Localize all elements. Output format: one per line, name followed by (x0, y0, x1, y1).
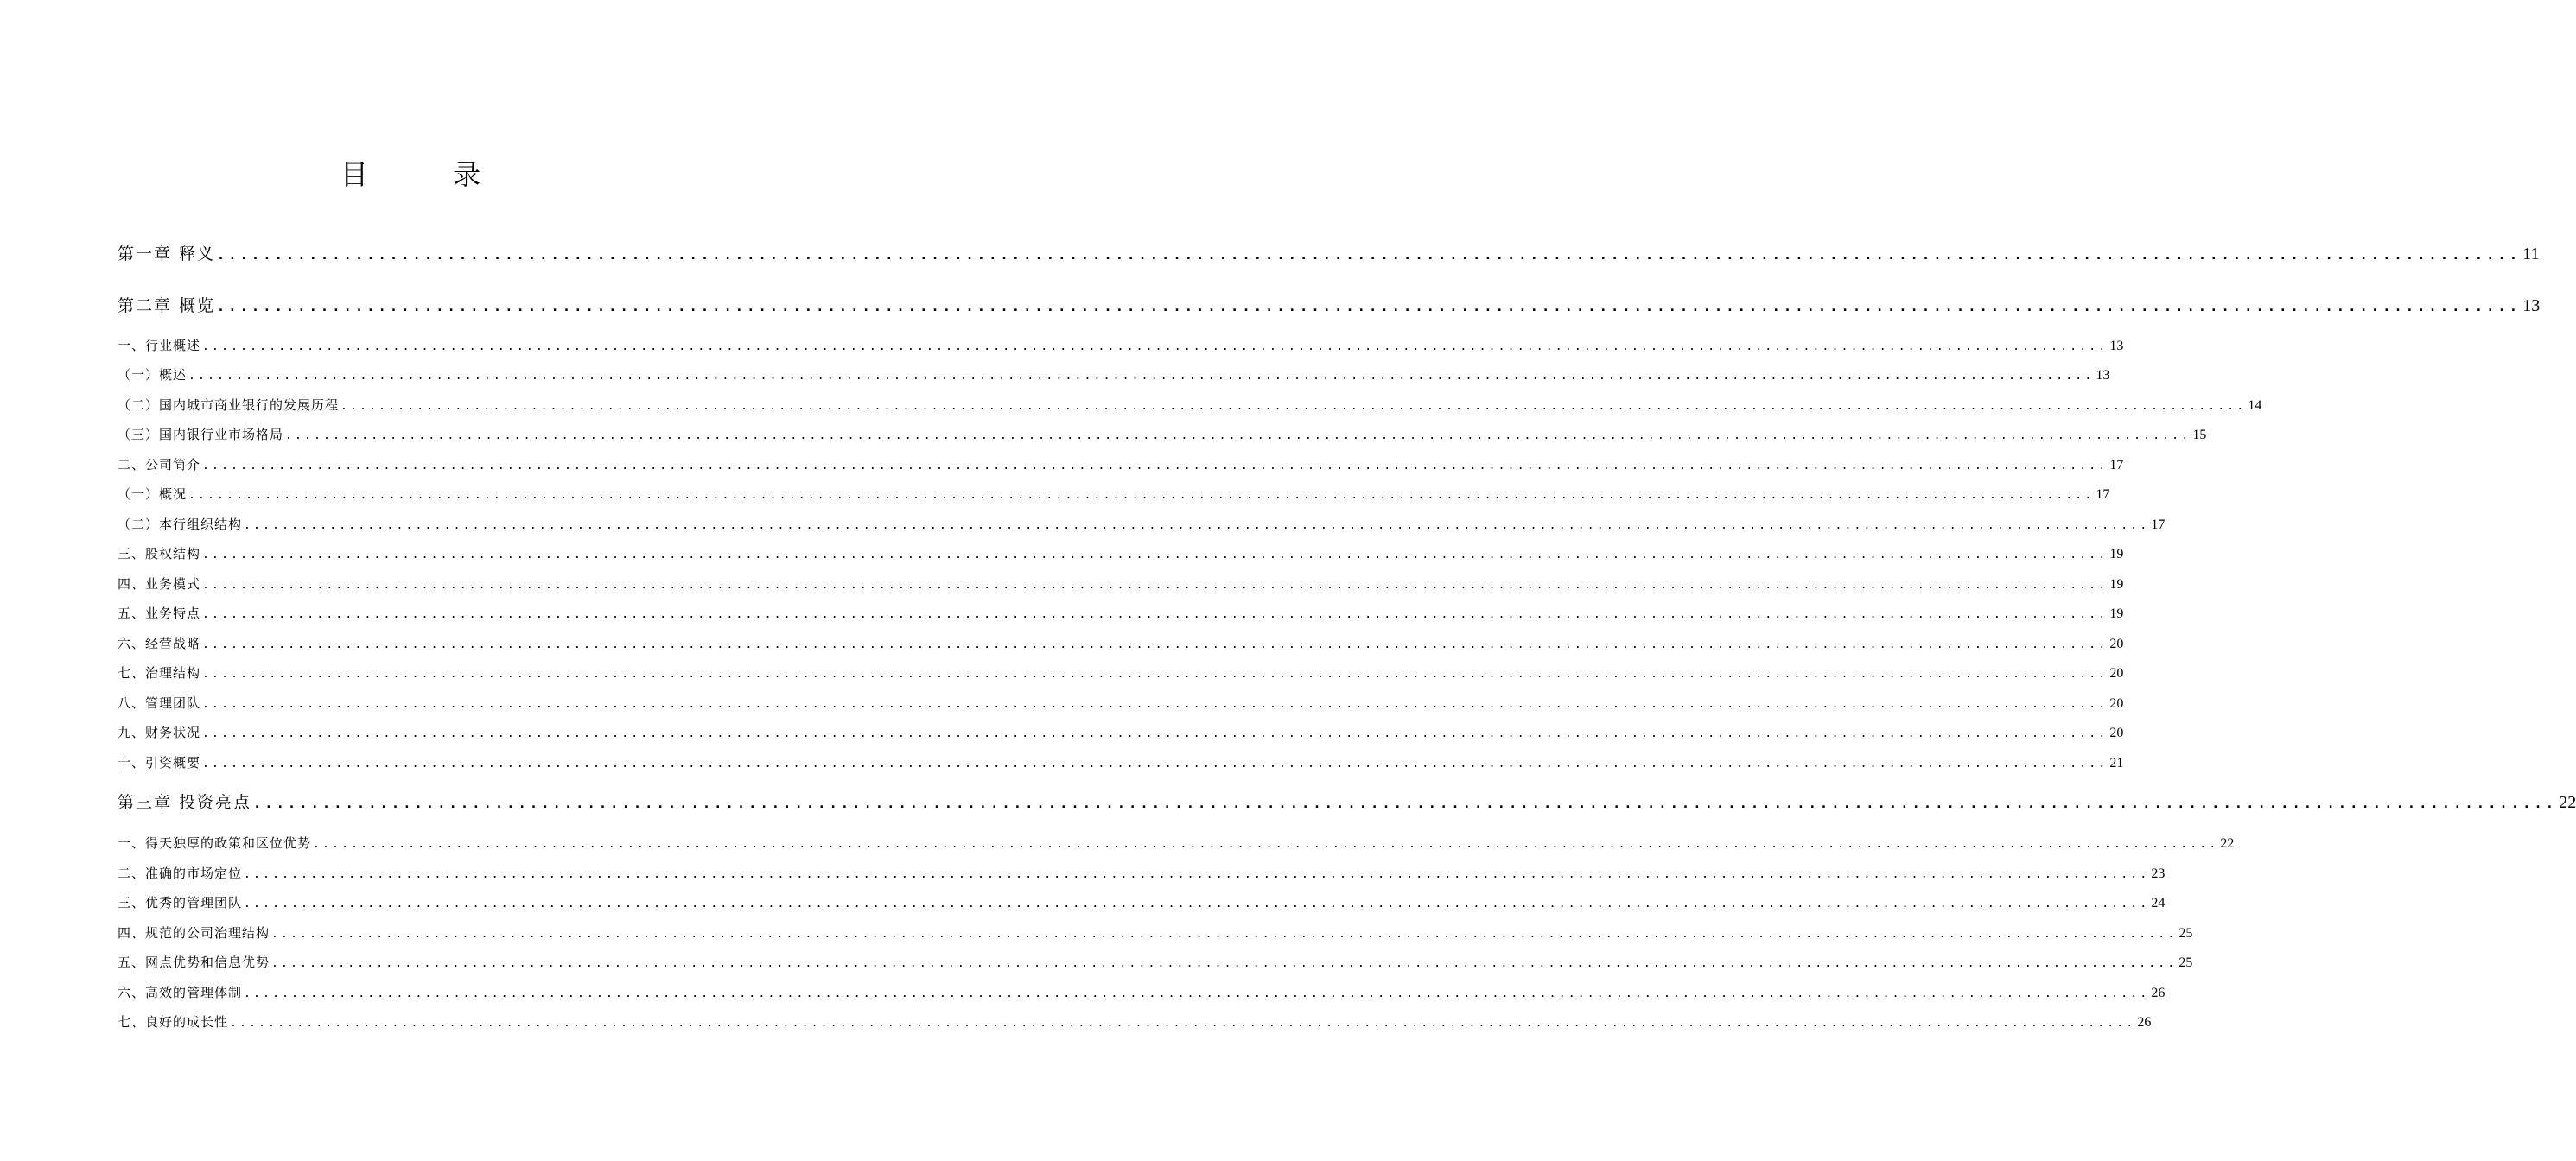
toc-entry-page-number: 15 (2192, 428, 2207, 442)
toc-entry-section[interactable] (118, 893, 2166, 912)
toc-entry-page-number: 26 (2137, 1015, 2152, 1030)
toc-entry-page-number: 20 (2109, 726, 2124, 740)
toc-entry-page-number: 17 (2151, 517, 2166, 532)
toc-dot-leader: ........................................................................................................................................................................................................ (244, 987, 2150, 1000)
toc-entry-page-number: 17 (2096, 487, 2110, 502)
toc-entry-section[interactable] (118, 663, 2124, 682)
toc-entry-label: 一、得天独厚的政策和区位优势 (118, 835, 312, 851)
toc-entry-section[interactable] (118, 753, 2124, 772)
toc-dot-leader: ........................................................................................................................................................................................................ (244, 519, 2150, 532)
toc-entry-label: 第一章 释义 (118, 244, 216, 263)
toc-entry-label: 第三章 投资亮点 (118, 793, 252, 812)
toc-entry-page-number: 13 (2522, 296, 2541, 315)
toc-entry-chapter[interactable] (118, 790, 2576, 815)
table-of-contents (118, 0, 2576, 1161)
toc-dot-leader: ........................................................................................................................................................................................................ (217, 247, 2522, 263)
toc-dot-leader: ........................................................................................................................................................................................................ (202, 460, 2109, 473)
toc-entry-section[interactable] (118, 1012, 2152, 1031)
toc-dot-leader: ........................................................................................................................................................................................................ (202, 549, 2109, 561)
toc-entry-section[interactable] (118, 694, 2124, 713)
toc-dot-leader: ........................................................................................................................................................................................................ (217, 299, 2522, 314)
toc-entry-label: 一、行业概述 (118, 338, 201, 353)
toc-entry-page-number: 19 (2109, 577, 2124, 592)
toc-entry-section[interactable] (118, 983, 2166, 1002)
toc-entry-page-number: 25 (2178, 926, 2193, 941)
page-title: 目 录 (340, 158, 519, 191)
toc-dot-leader: ........................................................................................................................................................................................................ (230, 1017, 2136, 1030)
toc-entry-label: 五、网点优势和信息优势 (118, 955, 270, 970)
toc-entry-page-number: 23 (2151, 866, 2166, 881)
toc-entry-label: 十、引资概要 (118, 755, 201, 771)
toc-dot-leader: ........................................................................................................................................................................................................ (285, 429, 2191, 442)
toc-entry-section[interactable] (118, 634, 2124, 653)
toc-entry-page-number: 17 (2109, 458, 2124, 473)
toc-entry-label: 八、管理团队 (118, 695, 201, 711)
toc-entry-label: 五、业务特点 (118, 606, 201, 621)
toc-dot-leader: ........................................................................................................................................................................................................ (271, 928, 2178, 941)
toc-entry-section[interactable] (118, 723, 2124, 742)
toc-entry-chapter[interactable] (118, 294, 2541, 318)
toc-entry-label: 六、经营战略 (118, 636, 201, 651)
toc-entry-page-number: 26 (2151, 986, 2166, 1000)
toc-dot-leader: ........................................................................................................................................................................................................ (202, 698, 2109, 711)
toc-entry-label: 三、股权结构 (118, 546, 201, 561)
toc-entry-page-number: 21 (2109, 756, 2124, 771)
toc-entry-label: 四、规范的公司治理结构 (118, 925, 270, 941)
toc-entry-label: （二）本行组织结构 (118, 517, 243, 532)
toc-entry-page-number: 20 (2109, 637, 2124, 651)
toc-dot-leader: ........................................................................................................................................................................................................ (202, 608, 2109, 621)
toc-entry-section[interactable] (118, 604, 2124, 623)
toc-entry-section[interactable] (118, 574, 2124, 593)
toc-entry-section[interactable] (118, 336, 2124, 355)
toc-dot-leader: ........................................................................................................................................................................................................ (202, 668, 2109, 681)
toc-dot-leader: ........................................................................................................................................................................................................ (188, 489, 2095, 502)
toc-entry-label: 二、准确的市场定位 (118, 866, 243, 881)
toc-dot-leader: ........................................................................................................................................................................................................ (253, 796, 2558, 811)
toc-entry-label: （一）概况 (118, 486, 188, 502)
toc-dot-leader: ........................................................................................................................................................................................................ (188, 370, 2095, 383)
toc-entry-page-number: 22 (2559, 793, 2576, 812)
toc-dot-leader: ........................................................................................................................................................................................................ (313, 838, 2219, 851)
toc-entry-section[interactable] (118, 953, 2193, 972)
toc-entry-section[interactable] (118, 455, 2124, 474)
toc-entry-page-number: 20 (2109, 696, 2124, 711)
toc-dot-leader: ........................................................................................................................................................................................................ (202, 727, 2109, 740)
toc-dot-leader: ........................................................................................................................................................................................................ (244, 898, 2150, 910)
toc-entry-section[interactable] (118, 544, 2124, 563)
toc-dot-leader: ........................................................................................................................................................................................................ (202, 579, 2109, 592)
toc-entry-page-number: 19 (2109, 547, 2124, 561)
toc-entry-page-number: 11 (2522, 244, 2540, 263)
toc-entry-page-number: 25 (2178, 955, 2193, 970)
toc-entry-label: 七、良好的成长性 (118, 1014, 229, 1030)
toc-dot-leader: ........................................................................................................................................................................................................ (244, 868, 2150, 881)
toc-entry-page-number: 20 (2109, 666, 2124, 681)
toc-entry-label: （三）国内银行业市场格局 (118, 427, 284, 442)
toc-dot-leader: ........................................................................................................................................................................................................ (202, 758, 2109, 771)
toc-entry-label: 第二章 概览 (118, 296, 216, 315)
toc-entry-label: 六、高效的管理体制 (118, 985, 243, 1000)
toc-entry-chapter[interactable] (118, 242, 2540, 266)
toc-entry-section[interactable] (118, 834, 2235, 853)
toc-entry-label: 二、公司简介 (118, 457, 201, 473)
toc-entry-subsection[interactable] (118, 396, 2262, 415)
toc-entry-subsection[interactable] (118, 425, 2207, 444)
toc-entry-page-number: 14 (2248, 398, 2262, 413)
toc-entry-label: （二）国内城市商业银行的发展历程 (118, 397, 340, 413)
toc-dot-leader: ........................................................................................................................................................................................................ (202, 340, 2109, 353)
toc-entry-label: 七、治理结构 (118, 665, 201, 681)
toc-entry-section[interactable] (118, 923, 2193, 942)
toc-entry-label: 四、业务模式 (118, 576, 201, 592)
toc-entry-label: （一）概述 (118, 367, 188, 383)
toc-entry-section[interactable] (118, 864, 2166, 883)
toc-entry-label: 三、优秀的管理团队 (118, 895, 243, 910)
toc-entry-page-number: 13 (2096, 368, 2110, 383)
toc-dot-leader: ........................................................................................................................................................................................................ (202, 638, 2109, 651)
toc-entry-subsection[interactable] (118, 365, 2110, 384)
toc-entry-subsection[interactable] (118, 485, 2110, 504)
toc-entry-subsection[interactable] (118, 515, 2166, 534)
toc-dot-leader: ........................................................................................................................................................................................................ (340, 400, 2247, 413)
toc-entry-page-number: 19 (2109, 606, 2124, 621)
toc-entry-page-number: 22 (2220, 836, 2235, 851)
toc-entry-page-number: 24 (2151, 896, 2166, 910)
toc-entry-label: 九、财务状况 (118, 725, 201, 740)
toc-dot-leader: ........................................................................................................................................................................................................ (271, 957, 2178, 970)
toc-entry-page-number: 13 (2109, 339, 2124, 353)
